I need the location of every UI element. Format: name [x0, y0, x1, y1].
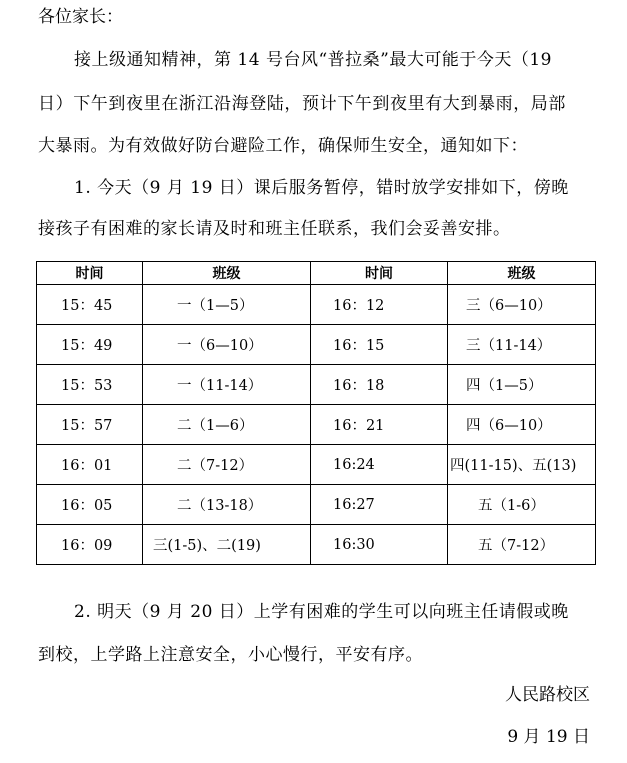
table-row — [37, 325, 596, 365]
table-row — [37, 445, 596, 485]
time-cell: 16:27 — [311, 485, 448, 525]
table-row — [37, 365, 596, 405]
class-cell: 一（6—10） — [143, 325, 311, 365]
class-cell: 三（6—10） — [448, 285, 596, 325]
item-1-line-1: 1. 今天（9 月 19 日）课后服务暂停，错时放学安排如下，傍晚 — [74, 178, 569, 198]
class-cell: 四（1—5） — [448, 365, 596, 405]
class-cell: 三(1-5)、二(19) — [143, 525, 311, 565]
header-class-1: 班级 — [143, 262, 311, 285]
class-cell: 四（6—10） — [448, 405, 596, 445]
class-cell: 二（13-18） — [143, 485, 311, 525]
dismissal-schedule-table — [36, 261, 596, 565]
class-cell: 二（7-12） — [143, 445, 311, 485]
notice-paragraph-1-line-1: 接上级通知精神，第 14 号台风“普拉桑”最大可能于今天（19 — [74, 50, 552, 70]
table-row — [37, 285, 596, 325]
class-cell: 五（1-6） — [448, 485, 596, 525]
signature-date: 9 月 19 日 — [507, 727, 590, 747]
class-cell: 二（1—6） — [143, 405, 311, 445]
notice-paragraph-1-line-3: 大暴雨。为有效做好防台避险工作，确保师生安全，通知如下： — [38, 136, 528, 156]
class-cell: 一（11-14） — [143, 365, 311, 405]
class-cell: 五（7-12） — [448, 525, 596, 565]
time-cell: 16：21 — [311, 405, 448, 445]
table-row — [37, 405, 596, 445]
header-time-2: 时间 — [311, 262, 448, 285]
time-cell: 15：53 — [37, 365, 143, 405]
header-class-2: 班级 — [448, 262, 596, 285]
time-cell: 16:24 — [311, 445, 448, 485]
item-2-line-1: 2. 明天（9 月 20 日）上学有困难的学生可以向班主任请假或晚 — [74, 602, 569, 622]
table-row — [37, 485, 596, 525]
greeting: 各位家长： — [38, 7, 123, 27]
signature-school: 人民路校区 — [505, 685, 590, 705]
item-2-line-2: 到校，上学路上注意安全，小心慢行，平安有序。 — [38, 645, 423, 665]
time-cell: 16：09 — [37, 525, 143, 565]
time-cell: 16：05 — [37, 485, 143, 525]
time-cell: 15：49 — [37, 325, 143, 365]
table-header-row — [37, 262, 596, 285]
class-cell: 一（1—5） — [143, 285, 311, 325]
time-cell: 15：57 — [37, 405, 143, 445]
time-cell: 15：45 — [37, 285, 143, 325]
header-time-1: 时间 — [37, 262, 143, 285]
item-1-line-2: 接孩子有困难的家长请及时和班主任联系，我们会妥善安排。 — [38, 219, 511, 239]
time-cell: 16：01 — [37, 445, 143, 485]
time-cell: 16：15 — [311, 325, 448, 365]
time-cell: 16：12 — [311, 285, 448, 325]
time-cell: 16：18 — [311, 365, 448, 405]
class-cell: 四(11-15)、五(13) — [448, 445, 596, 485]
time-cell: 16:30 — [311, 525, 448, 565]
notice-paragraph-1-line-2: 日）下午到夜里在浙江沿海登陆，预计下午到夜里有大到暴雨，局部 — [38, 94, 566, 114]
class-cell: 三（11-14） — [448, 325, 596, 365]
table-row — [37, 525, 596, 565]
